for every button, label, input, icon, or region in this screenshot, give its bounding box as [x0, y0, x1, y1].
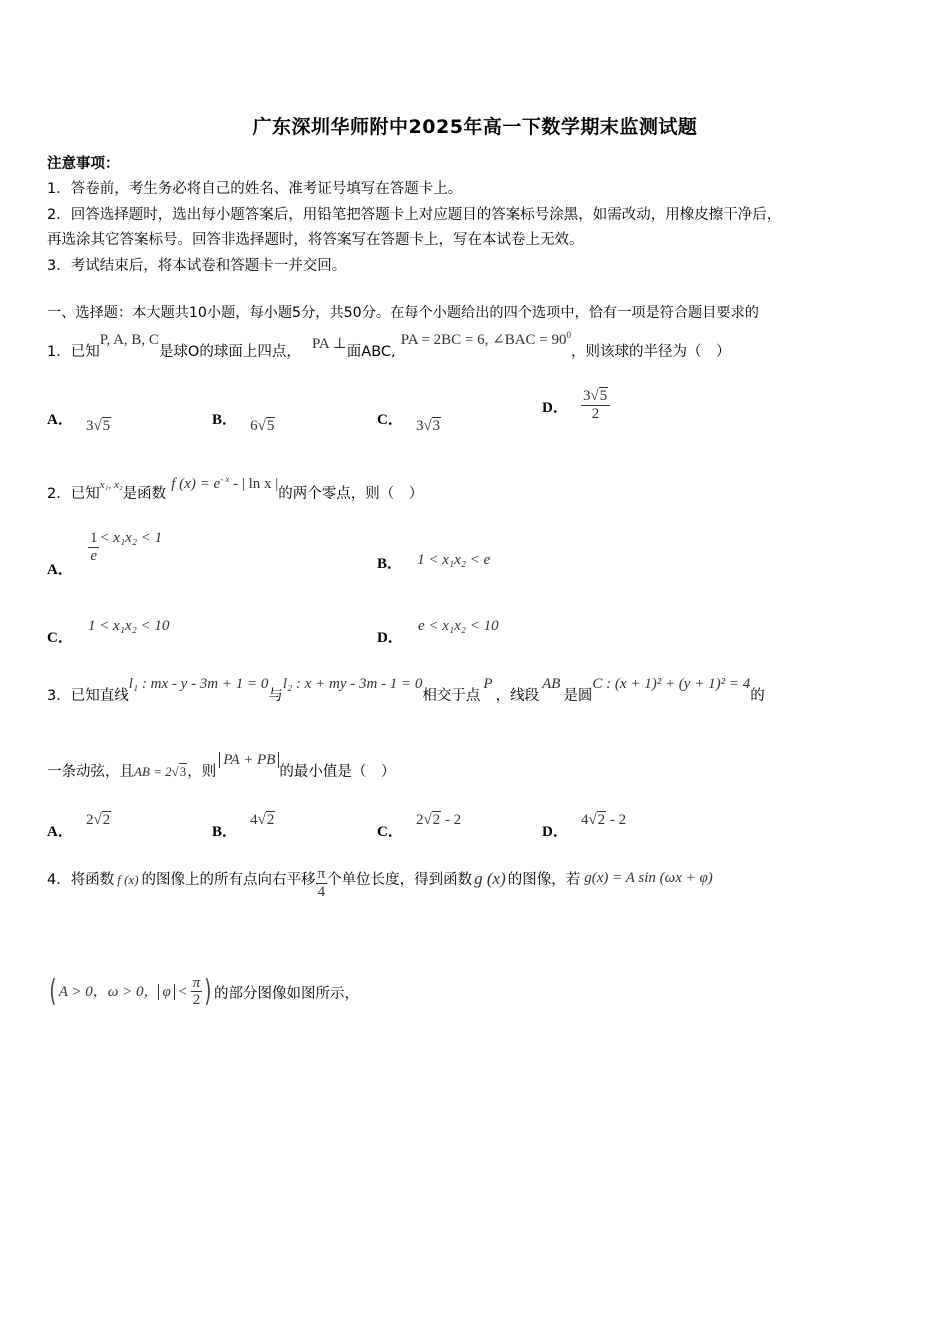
q1-pa-perp: PA ⊥ — [311, 336, 347, 352]
q1-text-3: ，则该球的半径为（ ） — [571, 344, 731, 360]
q4-cond: A > 0，ω > 0， — [58, 984, 159, 1000]
q4-pi-over-2: $\frac{\pi}{2}$ — [192, 974, 201, 1008]
notice-item-3: 3．考试结束后，将本试卷和答题卡一并交回。 — [47, 258, 347, 274]
question-2 — [47, 472, 424, 502]
notice-heading: 注意事项： — [47, 156, 120, 172]
q2-option-a[interactable]: A． $\frac{1}{e}$ < x₁x₂ < 1 — [47, 529, 163, 578]
q1-option-c[interactable]: C． 3√3 — [377, 412, 441, 434]
q3-ab-length: AB = 2√3 — [134, 764, 187, 779]
q3-circle: C : (x + 1)² + (y + 1)² = 4 — [592, 676, 751, 692]
q2-text-2: 的两个零点，则（ ） — [278, 486, 424, 502]
page-title: 广东深圳华师附中2025年高一下数学期末监测试题 — [252, 116, 698, 138]
q1-points: P, A, B, C — [99, 332, 159, 348]
notice-item-2b: 再选涂其它答案标号。回答非选择题时，将答案写在答题卡上，写在本试卷上无效。 — [47, 232, 584, 248]
q4-gx: g (x) — [474, 868, 506, 888]
question-3: 3．已知直线l₁ : mx - y - 3m + 1 = 0与l₂ : x + my - 3m - 1 = 0相交于点P，线段AB是圆C : (x + 1)² + (y + 1)² = 4的 — [47, 676, 765, 704]
q2-text-1: 是函数 — [122, 486, 167, 502]
q3-pa-plus-pb: PA + PB — [219, 752, 279, 768]
q1-option-b[interactable]: B． 6√5 — [212, 412, 275, 434]
q3-line-1: l₁ : mx - y - 3m + 1 = 0 — [128, 676, 269, 692]
notice-item-1: 1．答卷前，考生务必将自己的姓名、准考证号填写在答题卡上。 — [47, 181, 463, 197]
q3-number: 3．已知直线 — [47, 688, 129, 704]
q4-conditions: ( A > 0，ω > 0， φ < $\frac{\pi}{2}$ ) 的部分图像如图所示， — [49, 974, 359, 1009]
q1-option-a[interactable]: A． 3√5 — [47, 412, 111, 434]
notice-item-2a: 2．回答选择题时，选出每小题答案后，用铅笔把答题卡上对应题目的答案标号涂黑，如需改动，用橡皮擦干净后， — [47, 207, 782, 223]
q3-option-c[interactable]: C． 2√2 - 2 — [377, 812, 462, 840]
q4-fx: f (x) — [117, 871, 139, 887]
q3-option-a[interactable]: A． 2√2 — [47, 812, 111, 840]
question-4: 4．将函数 $^{f (x)}$ 的图像上的所有点向右平移 $\frac{\pi}{4}$ 个单位长度，得到函数 g (x) 的图像，若 g(x) = A sin (ωx + φ) — [47, 866, 713, 900]
q2-vars: x₁, x₂ — [99, 479, 123, 491]
q2-function: f $(x) = e^{- x}$ - | ln x | — [171, 474, 279, 492]
q4-number: 4．将函数 — [47, 871, 115, 888]
q2-option-b[interactable]: B． 1 < x₁x₂ < e — [377, 552, 491, 572]
q4-g-definition: g(x) = A sin (ωx + φ) — [584, 869, 713, 886]
q2-number: 2．已知 — [47, 486, 100, 502]
q3-option-d[interactable]: D． 4√2 - 2 — [542, 812, 627, 840]
question-1 — [47, 328, 731, 360]
q3-line-two: 一条动弦，且$_{AB = 2√3}$，则PA + PB的最小值是（ ） — [47, 752, 396, 780]
section-heading: 一、选择题：本大题共10小题，每小题5分，共50分。在每个小题给出的四个选项中，恰有一项是符合题目要求的 — [47, 305, 759, 321]
q1-option-d[interactable]: D． $\frac{3√5}{2}$ — [542, 388, 610, 422]
q1-number: 1．已知 — [47, 344, 100, 360]
q4-pi-over-4: $\frac{\pi}{4}$ — [317, 866, 326, 900]
q1-text-1: 是球O的球面上四点， — [158, 344, 301, 360]
q3-option-b[interactable]: B． 4√2 — [212, 812, 275, 840]
q1-condition: PA = 2BC = 6, ∠BAC = $90^0$ — [400, 330, 572, 348]
q3-line-2: l₂ : x + my - 3m - 1 = 0 — [282, 676, 423, 692]
q2-option-d[interactable]: D． e < x₁x₂ < 10 — [377, 618, 499, 646]
q2-option-c[interactable]: C． 1 < x₁x₂ < 10 — [47, 618, 170, 646]
q1-text-2: 面ABC, — [346, 344, 396, 360]
